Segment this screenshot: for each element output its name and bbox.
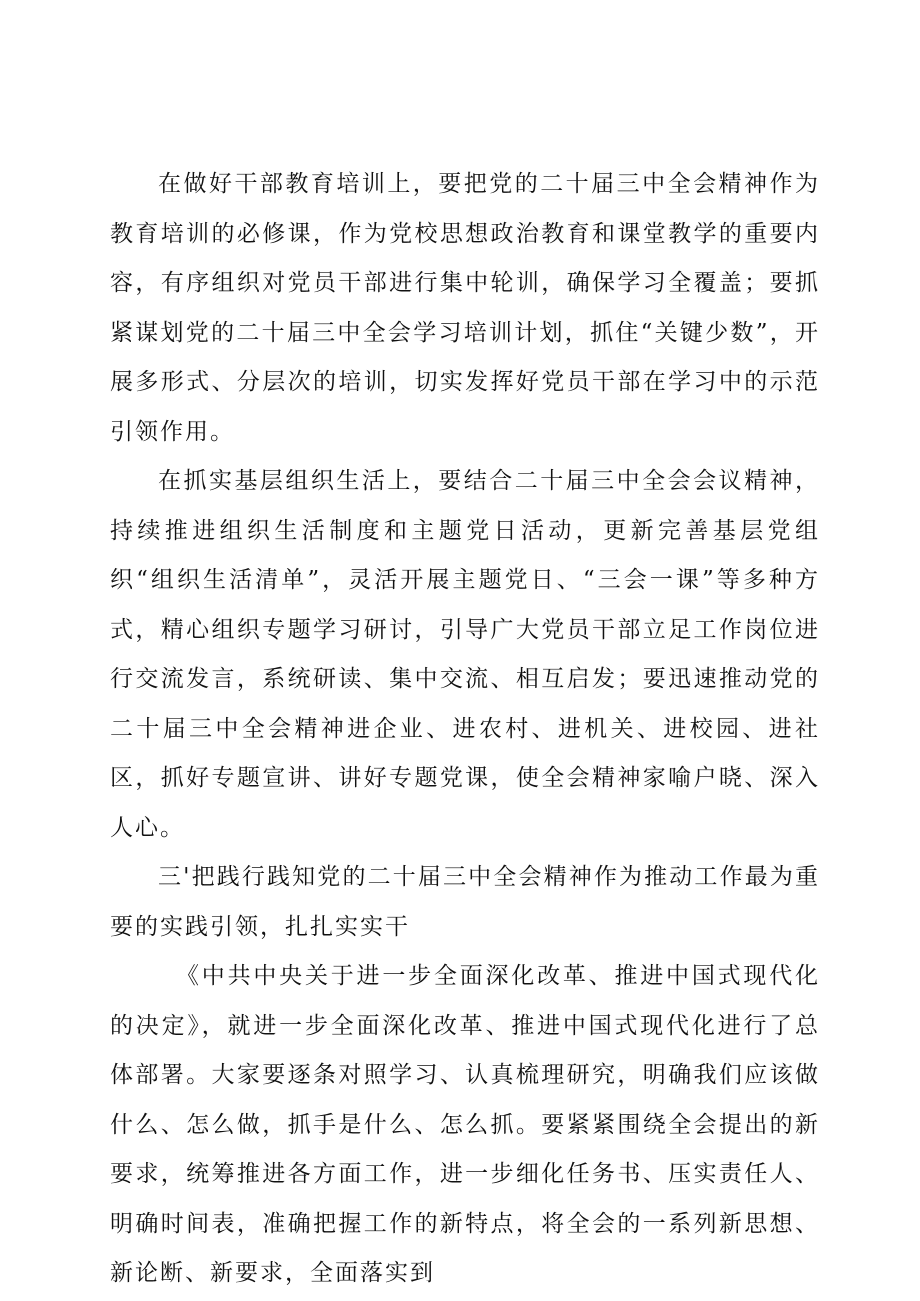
document-body <box>110 160 820 1299</box>
paragraph-grassroots-organization: 在抓实基层组织生活上，要结合二十届三中全会会议精神，持续推进组织生活制度和主题党日活动，更新完善基层党组织“组织生活清单”，灵活开展主题党日、“三会一课”等多种方式，精心组织专题学习研讨，引导广大党员干部立足工作岗位进行交流发言，系统研读、集中交流、相互启发；要迅速推动党的二十届三中全会精神进企业、进农村、进机关、进校园、进社区，抓好专题宣讲、讲好专题党课，使全会精神家喻户晓、深入人心。 <box>110 468 820 841</box>
paragraph-decision-implementation: 《中共中央关于进一步全面深化改革、推进中国式现代化的决定》，就进一步全面深化改革、推进中国式现代化进行了总体部署。大家要逐条对照学习、认真梳理研究，明确我们应该做什么、怎么做，抓手是什么、怎么抓。要紧紧围绕全会提出的新要求，统筹推进各方面工作，进一步细化任务书、压实责任人、明确时间表，准确把握工作的新特点，将全会的一系列新思想、新论断、新要求，全面落实到 <box>110 963 820 1286</box>
paragraph-cadre-training: 在做好干部教育培训上，要把党的二十届三中全会精神作为教育培训的必修课，作为党校思想政治教育和课堂教学的重要内容，有序组织对党员干部进行集中轮训，确保学习全覆盖；要抓紧谋划党的二十届三中全会学习培训计划，抓住“关键少数”，开展多形式、分层次的培训，切实发挥好党员干部在学习中的示范引领作用。 <box>110 171 820 445</box>
section-heading-three: 三'把践行践知党的二十届三中全会精神作为推动工作最为重要的实践引领，扎扎实实干 <box>110 864 820 940</box>
